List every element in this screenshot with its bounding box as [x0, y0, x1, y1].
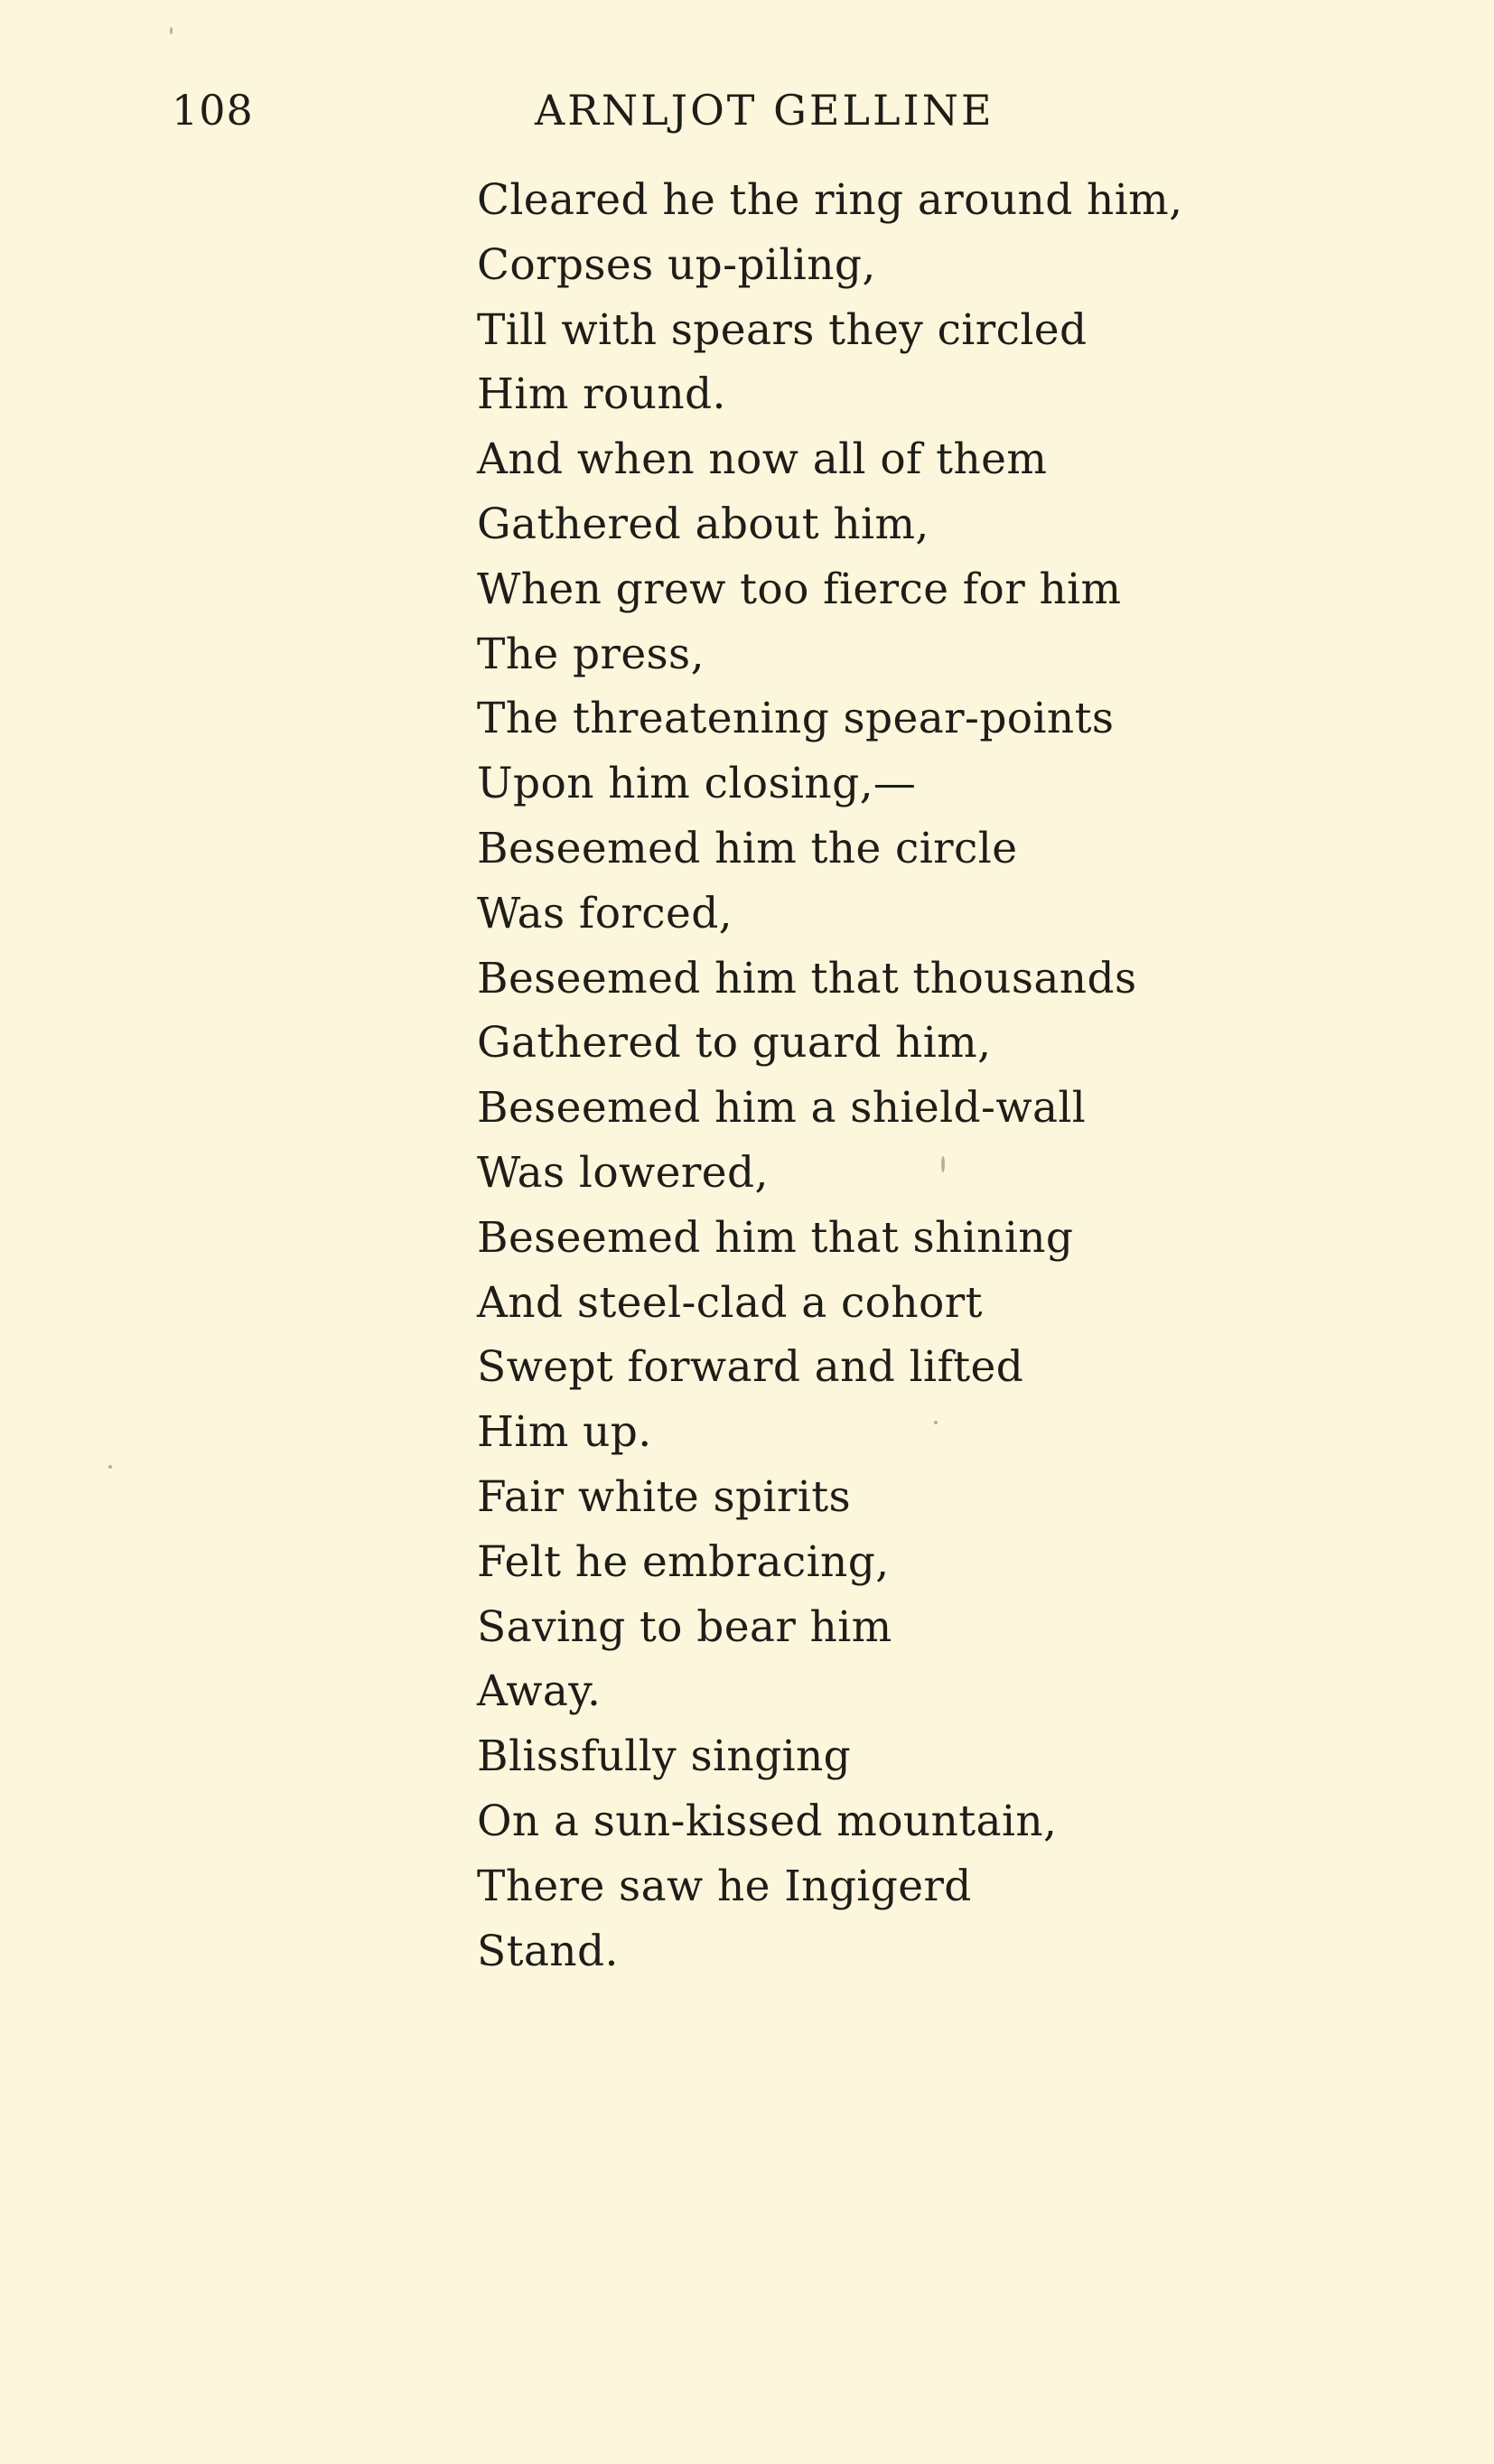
poem-line: Beseemed him that thousands	[477, 953, 1137, 1003]
poem-line: Was forced,	[477, 888, 733, 938]
poem-line: Till with spears they circled	[477, 304, 1088, 355]
poem-line: Gathered about him,	[477, 499, 929, 549]
poem-line: Gathered to guard him,	[477, 1018, 992, 1069]
poem-line: Cleared he the ring around him,	[477, 175, 1183, 225]
poem-line: Him up.	[477, 1407, 652, 1458]
poem-line: Beseemed him that shining	[477, 1212, 1074, 1263]
poem-line: Beseemed him a shield-wall	[477, 1083, 1087, 1134]
poem-line: Beseemed him the circle	[477, 823, 1018, 873]
poem-line: When grew too fierce for him	[477, 564, 1122, 614]
poem-line: Fair white spirits	[477, 1471, 851, 1522]
running-title: ARNLJOT GELLINE	[535, 86, 994, 135]
poem-line: And steel-clad a cohort	[477, 1277, 983, 1328]
page-number: 108	[172, 86, 254, 135]
paper-speck	[108, 1465, 112, 1469]
poem-text	[477, 168, 1434, 1983]
poem-line: Stand.	[477, 1926, 619, 1976]
paper-speck	[941, 1156, 945, 1172]
poem-line: On a sun-kissed mountain,	[477, 1796, 1058, 1846]
poem-line: And when now all of them	[477, 434, 1048, 485]
paper-speck	[934, 1421, 938, 1424]
poem-line: Was lowered,	[477, 1147, 769, 1198]
poem-line: There saw he Ingigerd	[477, 1861, 972, 1911]
poem-line: The threatening spear-points	[477, 694, 1115, 744]
poem-line: Away.	[477, 1666, 602, 1717]
poem-line: Saving to bear him	[477, 1601, 892, 1652]
poem-line: Felt he embracing,	[477, 1536, 890, 1587]
poem-line: Blissfully singing	[477, 1731, 852, 1782]
poem-line: Upon him closing,—	[477, 759, 917, 809]
poem-line: Corpses up-piling,	[477, 239, 876, 290]
poem-line: Him round.	[477, 369, 726, 420]
poem-line: The press,	[477, 629, 705, 679]
paper-speck	[170, 27, 173, 34]
poem-line: Swept forward and lifted	[477, 1342, 1024, 1393]
